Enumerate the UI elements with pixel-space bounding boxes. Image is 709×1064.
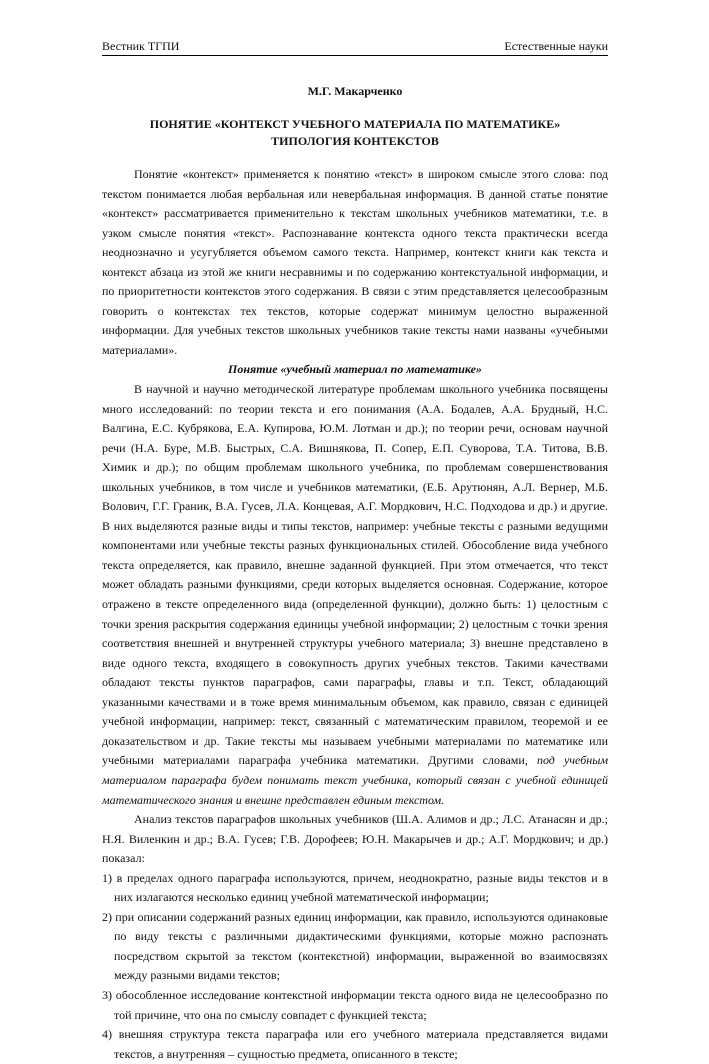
section-heading: Понятие «учебный материал по математике» xyxy=(228,362,482,377)
paragraph-text: В научной и научно методической литературе проблемам школьного учебника посвящены много исследований: по теории текста и его понимания (А.А. Бодалев, А.А. Брудный, Н.С. Валгина, Е.С. Кубрякова, Е.А. Купирова, Ю.М. Лотман и др.); по теории речи, основам научной речи (Н.А. Буре, М.В. Быстрых, С.А. Вишнякова, П. Сопер, Е.П. Суворова, Т.А. Титова, В.В. Химик и др.); по общим проблемам школьного учебника, по проблемам совершенствования школьных учебников, в том числе и учебников математики, (Е.Б. Арутюнян, А.Л. Вернер, М.Б. Волович, Г.Г. Граник, В.А. Гусев, Л.А. Концевая, А.Г. Мордкович, Н.С. Подходова и др.) и другие. В них выделяются разные виды и типы текстов, например: учебные тексты с разными ведущими компонентами или учебные тексты разных функциональных стилей. Обособление вида учебного текста определяется, как правило, внешне заданной функцией. При этом отмечается, что текст может обладать разными функциями, среди которых выделяется основная. Содержание, которое отражено в тексте определенного вида (определенной функции), должно быть: 1) целостным с точки зрения раскрытия содержания единицы учебной информации; 2) целостным с точки зрения соответствия внешней и внутренней структуры учебного материала; 3) внешне представлено в виде одного текста, входящего в совокупность других учебных текстов. Такими качествами обладают тексты пунктов параграфов, сами параграфы, главы и т.п. Текст, обладающий указанными качествами и в тоже время минимальным объемом, как правило, связан с единицей учебной информации, например: текст, связанный с математическим правилом, теоремой и ее доказательством и др. Такие тексты мы называем учебными материалами по математике или учебными материалами параграфа учебника математики. Другими словами, xyxy=(102,382,608,768)
journal-section: Естественные науки xyxy=(504,39,608,53)
list-item: 1) в пределах одного параграфа используются, причем, неоднократно, разные виды текстов и в них излагаются несколько единиц учебной математической информации; xyxy=(102,870,608,905)
intro-paragraph: Понятие «контекст» применяется к понятию «текст» в широком смысле этого слова: под текстом понимается любая вербальная или невербальная информация. В данной статье понятие «контекст» рассматривается применительно к текстам школьных учебников математики, т.е. в узком смысле понятия «текст». Распознавание контекста одного текста практически всегда неоднозначно и усугубляется объемом самого текста. Например, контекст книги как текста и контекст абзаца из этой же книги несравнимы и по содержанию контекстуальной информации, и по приоритетности контекстов этого содержания. В связи с этим представляется целесообразным говорить о контекстах тех текстов, которые содержат минимум целостно выраженной информации. Для учебных текстов школьных учебников такие тексты нами названы «учебными материалами». xyxy=(102,167,608,357)
findings-list xyxy=(102,869,608,1064)
list-item: 3) обособленное исследование контекстной информации текста одного вида не целесообразно по той причине, что она по смыслу совпадет с функцией текста; xyxy=(102,987,608,1022)
title-line-2: ТИПОЛОГИЯ КОНТЕКСТОВ xyxy=(271,134,439,148)
article-title xyxy=(102,116,608,150)
list-item: 4) внешняя структура текста параграфа или его учебного материала представляется видами текстов, а внутренняя – сущностью предмета, описанного в тексте; xyxy=(102,1027,608,1061)
title-line-1: ПОНЯТИЕ «КОНТЕКСТ УЧЕБНОГО МАТЕРИАЛА ПО МАТЕМАТИКЕ» xyxy=(149,117,561,131)
body-paragraph xyxy=(102,380,608,810)
definition-text: под учебным материалом параграфа будем понимать текст учебника, который связан с учебной единицей математического знания и внешне представлен единым текстом. xyxy=(102,753,608,807)
page xyxy=(102,38,608,1064)
author-name: М.Г. Макарченко xyxy=(307,84,403,98)
analysis-paragraph: Анализ текстов параграфов школьных учебников (Ш.А. Алимов и др.; Л.С. Атанасян и др.; Н.Я. Виленкин и др.; В.А. Гусев; Г.В. Дорофеев; Ю.Н. Макарычев и др.; А.Г. Мордкович; и др.) показал: xyxy=(102,812,608,866)
running-header xyxy=(102,38,608,56)
list-item: 2) при описании содержаний разных единиц информации, как правило, используются одинаковые по виду тексты с различными дидактическими функциями, которые можно распознать посредством скрытой за текстом (контекстной) информации, выраженной во взаимосвязях между разными видами текстов; xyxy=(102,909,608,983)
journal-name: Вестник ТГПИ xyxy=(102,39,180,53)
article-body xyxy=(102,165,608,1064)
